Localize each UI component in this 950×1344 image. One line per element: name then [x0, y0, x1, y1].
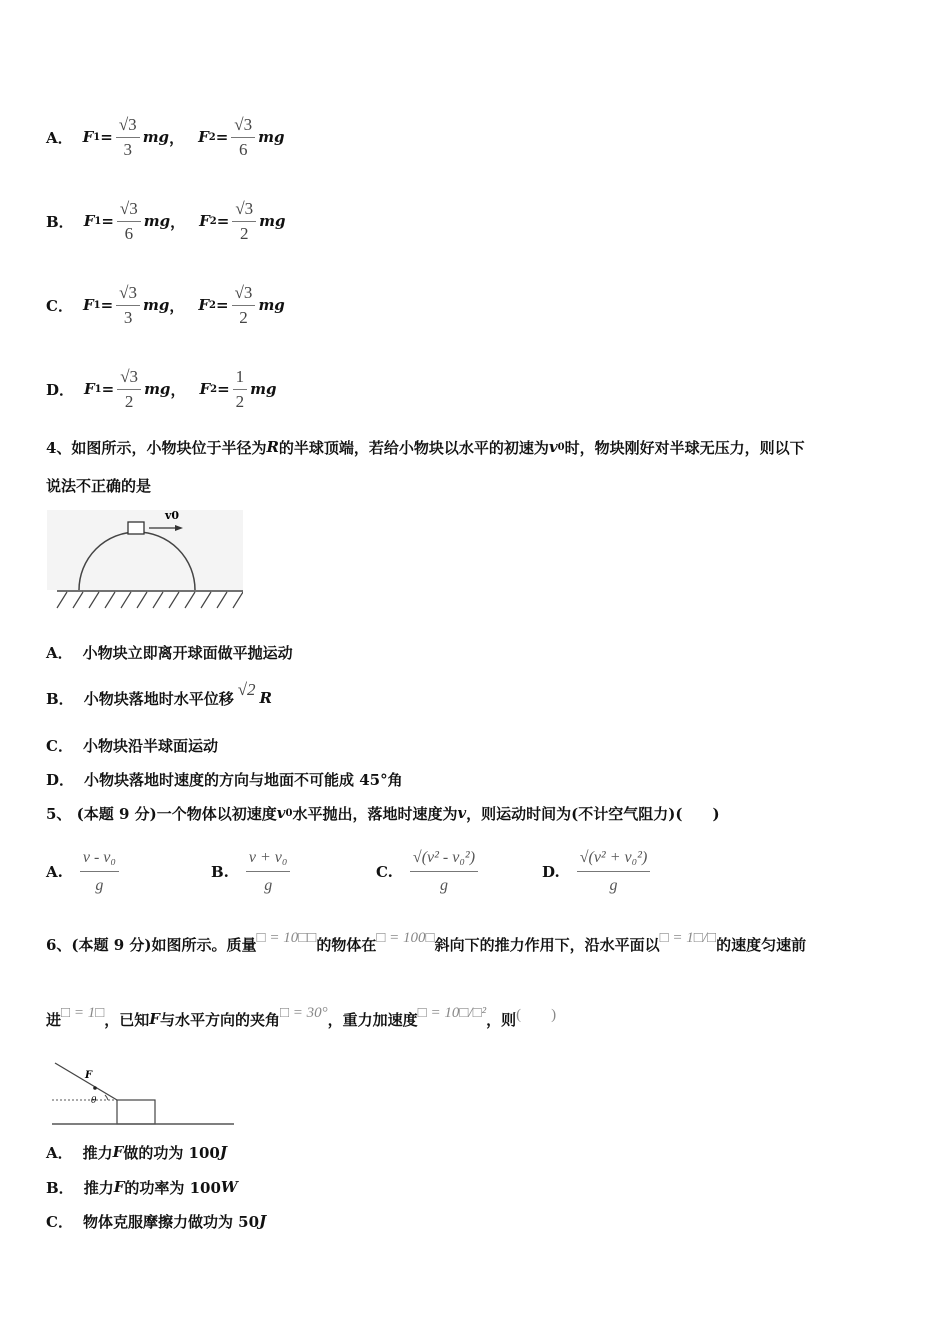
separator: ，: [170, 212, 186, 231]
sqrt2: √2: [237, 680, 256, 699]
option-label: C．: [46, 1212, 73, 1231]
fraction: [246, 845, 291, 900]
text: 的速度匀速前: [716, 935, 807, 954]
option-text: 的功率为 100: [124, 1178, 221, 1197]
f1-var: F: [82, 296, 94, 314]
fraction: [410, 845, 478, 900]
unit: J: [259, 1212, 267, 1230]
unit: mg: [259, 212, 286, 230]
option-label: D.: [542, 863, 560, 881]
numerator: √3: [234, 114, 253, 134]
q5-option-b[interactable]: [211, 842, 293, 902]
angle-formula: □ = 30°: [279, 1004, 328, 1021]
f1-fraction: [117, 197, 141, 246]
denominator: 2: [240, 223, 249, 243]
unit: mg: [258, 296, 285, 314]
f1-var: F: [84, 380, 95, 398]
option-text: 推力: [83, 1178, 114, 1197]
unit: mg: [143, 212, 171, 230]
unit: mg: [250, 380, 277, 398]
unit: mg: [142, 128, 170, 146]
q5-stem: [46, 802, 720, 824]
q6-option-c[interactable]: [46, 1210, 266, 1232]
fraction: [80, 845, 119, 900]
separator: ，: [169, 128, 185, 147]
option-label: B．: [46, 212, 74, 231]
f1-sub: 1: [94, 383, 102, 395]
var-v0: v: [276, 804, 286, 822]
option-label: D．: [46, 380, 75, 399]
option-label: D．: [46, 770, 75, 789]
denominator: 6: [238, 139, 248, 159]
f1-var: F: [83, 212, 95, 230]
f1-fraction: [117, 365, 141, 414]
var: F: [112, 1143, 124, 1161]
hemisphere-figure: [47, 510, 243, 612]
f1-var: F: [82, 128, 94, 146]
q6-option-b[interactable]: [46, 1176, 238, 1198]
q5-option-c[interactable]: [376, 842, 481, 902]
denominator: 2: [124, 391, 134, 411]
f1-sub: 1: [94, 215, 102, 227]
var-v: v: [457, 804, 467, 822]
f2-sub: 2: [210, 383, 218, 395]
q4-option-b[interactable]: [46, 680, 273, 709]
sub: 0: [557, 441, 565, 453]
numerator: √3: [235, 198, 254, 218]
text: ，则: [486, 1010, 517, 1029]
denominator: g: [95, 876, 104, 894]
var: F: [113, 1178, 125, 1196]
var-f: F: [149, 1010, 160, 1028]
option-label: A．: [46, 128, 73, 147]
unit: mg: [144, 380, 171, 398]
numerator: √3: [118, 114, 137, 134]
distance-formula: □ = 1□: [61, 1004, 105, 1021]
f1-sub: 1: [93, 299, 101, 311]
unit: W: [220, 1178, 238, 1196]
var-r: R: [259, 689, 273, 707]
f2-var: F: [198, 296, 210, 314]
var-r: R: [266, 438, 279, 456]
text: 斜向下的推力作用下，沿水平面以: [434, 935, 660, 954]
f1-sub: 1: [93, 131, 101, 143]
f-label: F: [85, 1070, 93, 1081]
text: ，则运动时间为(不计空气阻力)( ): [466, 804, 720, 823]
q3-option-b[interactable]: B． F 1 = $\frac{√3}{6}$ mg ， F 2 = $\frac{√3}{2}$ mg: [46, 191, 286, 251]
numerator: 1: [235, 366, 245, 386]
denominator: 3: [123, 307, 133, 327]
f2-sub: 2: [209, 299, 217, 311]
option-text: 小物块落地时速度的方向与地面不可能成 45°角: [84, 770, 403, 789]
q5-option-d[interactable]: [542, 842, 653, 902]
block: [117, 1100, 155, 1124]
unit: mg: [143, 296, 170, 314]
f2-fraction: [232, 281, 256, 330]
q4-option-d[interactable]: [46, 768, 403, 790]
block: [128, 522, 144, 534]
option-label: C．: [46, 296, 73, 315]
force-formula: □ = 100□: [376, 929, 435, 946]
separator: ，: [170, 380, 186, 399]
option-label: B．: [46, 689, 74, 708]
text: ，重力加速度: [327, 1010, 418, 1029]
numerator: √3: [119, 282, 137, 302]
option-label: A.: [46, 863, 63, 881]
numerator: √(v² + v₀²): [579, 848, 648, 866]
mass-formula: □ = 10□□: [256, 929, 317, 946]
answer-bracket: ( ): [516, 1006, 557, 1023]
option-label: B.: [211, 863, 229, 881]
f2-var: F: [199, 380, 211, 398]
option-text: 小物块沿半球面运动: [82, 736, 218, 755]
q4-stem-line1: [46, 436, 805, 458]
numerator: v - v₀: [82, 848, 116, 866]
q4-stem-line2: 说法不正确的是: [46, 476, 152, 495]
denominator: g: [264, 876, 273, 894]
text: ，已知: [104, 1010, 150, 1029]
f2-sub: 2: [209, 215, 217, 227]
text: 水平抛出，落地时速度为: [292, 804, 458, 823]
q3-option-a[interactable]: A． F 1 = $\frac{√3}{3}$ mg ， F 2 = $\frac{√3}{6}$ mg: [46, 107, 285, 167]
option-text: 小物块落地时水平位移: [83, 689, 234, 708]
numerator: v + v₀: [248, 848, 288, 866]
text: 进: [46, 1010, 62, 1029]
option-text: 小物块立即离开球面做平抛运动: [82, 643, 293, 662]
v0-label: v0: [165, 510, 180, 522]
numerator: √3: [234, 282, 253, 302]
q3-option-c[interactable]: C． F 1 = $\frac{√3}{3}$ mg ， F 2 = $\frac{√3}{2}$ mg: [46, 275, 285, 335]
denominator: 2: [239, 307, 248, 327]
gravity-formula: □ = 10□/□²: [417, 1004, 487, 1021]
f2-var: F: [198, 128, 209, 146]
fraction: [577, 845, 651, 900]
f2-fraction: [233, 365, 248, 414]
theta-label: θ: [91, 1096, 97, 1106]
option-text: 推力: [82, 1143, 113, 1162]
text: 6、(本题 9 分)如图所示。质量: [46, 935, 257, 954]
numerator: √(v² - v₀²): [412, 848, 476, 866]
text: 的半球顶端，若给小物块以水平的初速为: [278, 438, 549, 457]
denominator: 6: [124, 223, 134, 243]
option-label: C.: [376, 863, 393, 881]
denominator: g: [609, 876, 618, 894]
velocity-formula: □ = 1□/□: [659, 929, 717, 946]
q3-option-d[interactable]: D． F 1 = $\frac{√3}{2}$ mg ， F 2 = $\frac{1}{2}$ mg: [46, 359, 277, 419]
q6-stem-line1: [46, 929, 807, 955]
q6-stem-line2: [46, 1004, 557, 1030]
numerator: √3: [119, 198, 138, 218]
f2-fraction: [231, 113, 255, 162]
sub: 0: [285, 807, 293, 819]
denominator: 3: [123, 139, 133, 159]
numerator: √3: [120, 366, 139, 386]
f1-fraction: [116, 281, 140, 330]
f2-sub: 2: [208, 131, 216, 143]
option-label: A．: [46, 1143, 73, 1162]
text: 5、 (本题 9 分)一个物体以初速度: [46, 804, 277, 823]
f1-fraction: [116, 113, 140, 162]
f2-var: F: [199, 212, 210, 230]
denominator: 2: [235, 391, 245, 411]
q4-option-a[interactable]: [46, 641, 293, 663]
text: 时，物块刚好对半球无压力，则以下: [564, 438, 805, 457]
text: 的物体在: [316, 935, 377, 954]
f2-fraction: [232, 197, 256, 246]
option-label: B．: [46, 1178, 74, 1197]
var-v0: v: [548, 438, 558, 456]
text: 4、如图所示，小物块位于半径为: [46, 438, 267, 457]
separator: ，: [169, 296, 185, 315]
q5-option-a[interactable]: [46, 842, 122, 902]
text: 与水平方向的夹角: [159, 1010, 280, 1029]
q4-option-c[interactable]: [46, 734, 218, 756]
option-text: 做的功为 100: [123, 1143, 220, 1162]
force-line: [55, 1063, 117, 1100]
option-label: C．: [46, 736, 73, 755]
push-force-figure: [47, 1060, 237, 1130]
denominator: g: [439, 876, 448, 894]
option-label: A．: [46, 643, 73, 662]
q6-option-a[interactable]: [46, 1141, 227, 1163]
unit: mg: [258, 128, 285, 146]
option-text: 物体克服摩擦力做功为 50: [82, 1212, 260, 1231]
unit: J: [219, 1143, 227, 1161]
